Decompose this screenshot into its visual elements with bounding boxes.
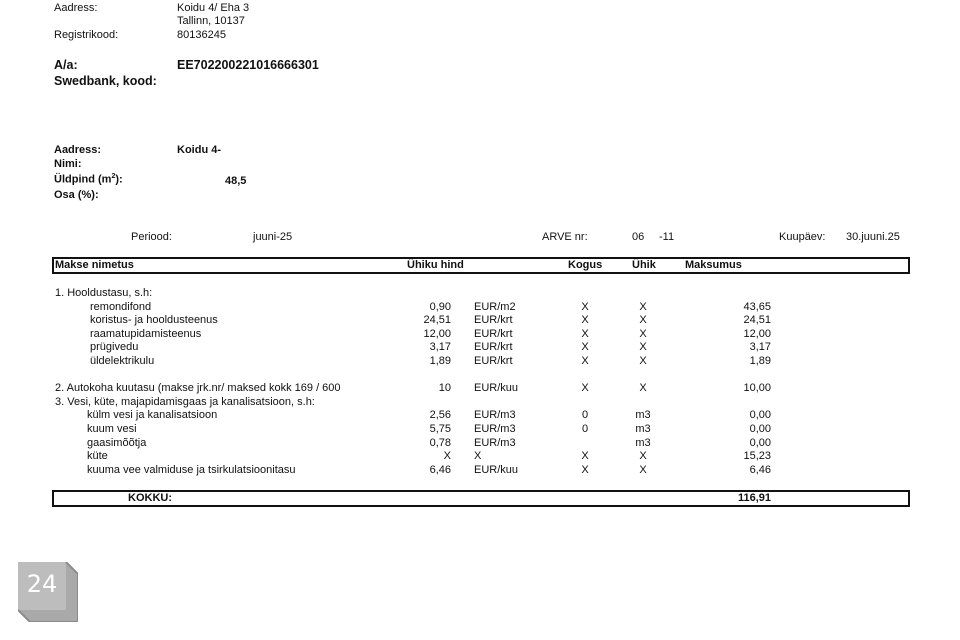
row-total: 12,00 xyxy=(743,327,771,340)
row-unit: X xyxy=(639,450,647,463)
row-price: 24,51 xyxy=(423,314,451,327)
regcode-label: Registrikood: xyxy=(54,29,119,41)
row-unit: X xyxy=(639,327,647,340)
row-unit: X xyxy=(639,300,647,313)
table-row xyxy=(0,382,960,396)
company-address-line1: Koidu 4/ Eha 3 xyxy=(177,2,250,14)
property-name-label: Nimi: xyxy=(54,158,82,170)
row-unit: m3 xyxy=(635,436,651,449)
row-total: 0,00 xyxy=(749,423,771,435)
row-qty: X xyxy=(581,450,589,463)
row-price: X xyxy=(443,450,451,463)
row-name: raamatupidamisteenus xyxy=(90,327,202,340)
row-total: 10,00 xyxy=(743,382,771,395)
header-price: Ühiku hind xyxy=(407,259,464,271)
table-row xyxy=(0,437,960,451)
row-total: 0,00 xyxy=(749,436,771,449)
row-total: 15,23 xyxy=(743,450,771,463)
row-total: 24,51 xyxy=(743,314,771,327)
row-price-unit: EUR/m3 xyxy=(474,409,516,422)
row-name: remondifond xyxy=(90,300,152,313)
company-address-label: Aadress: xyxy=(54,2,98,14)
row-name: 2. Autokoha kuutasu (makse jrk.nr/ maksed kokk 169 / 600 xyxy=(55,382,341,395)
period-label: Periood: xyxy=(131,231,172,243)
row-unit: X xyxy=(639,463,647,476)
row-name: üldelektrikulu xyxy=(90,355,155,367)
row-name: 3. Vesi, küte, majapidamisgaas ja kanalisatsioon, s.h: xyxy=(55,395,315,408)
row-name: koristus- ja hooldusteenus xyxy=(90,314,218,327)
row-qty: 0 xyxy=(581,409,589,422)
row-qty: X xyxy=(581,327,589,340)
row-price-unit: EUR/krt xyxy=(474,314,513,327)
account-label: A/a: xyxy=(54,58,78,72)
row-total: 43,65 xyxy=(743,300,771,313)
row-price: 10 xyxy=(438,382,451,395)
row-price-unit: EUR/m2 xyxy=(474,300,516,313)
row-qty: X xyxy=(581,382,589,395)
company-address-line2: Tallinn, 10137 xyxy=(177,15,245,27)
table-row xyxy=(0,328,960,342)
table-row xyxy=(0,464,960,478)
row-name: gaasimõõtja xyxy=(87,436,147,449)
total-label: KOKKU: xyxy=(128,492,172,504)
row-price: 12,00 xyxy=(423,327,451,340)
row-price: 6,46 xyxy=(429,463,451,476)
row-unit: X xyxy=(639,314,647,327)
header-name: Makse nimetus xyxy=(55,259,134,271)
badge-number: 24 xyxy=(26,570,58,598)
row-price-unit: EUR/krt xyxy=(474,327,513,340)
row-qty: X xyxy=(581,341,589,354)
table-row xyxy=(0,409,960,423)
row-qty: X xyxy=(581,355,589,367)
table-row xyxy=(0,287,960,301)
row-unit: m3 xyxy=(635,423,651,435)
header-underline xyxy=(606,257,627,258)
row-total: 1,89 xyxy=(749,355,771,367)
row-total: 0,00 xyxy=(749,409,771,422)
row-price: 0,78 xyxy=(429,436,451,449)
period-value: juuni-25 xyxy=(253,231,293,243)
row-price-unit: EUR/krt xyxy=(474,355,513,367)
regcode-value: 80136245 xyxy=(177,29,226,41)
page-badge xyxy=(18,562,78,622)
row-price-unit: EUR/kuu xyxy=(474,463,519,476)
invoice-number-b: -11 xyxy=(659,231,675,243)
row-price-unit: EUR/m3 xyxy=(474,436,516,449)
header-unit: Ühik xyxy=(632,259,656,271)
row-name: kuum vesi xyxy=(87,423,137,435)
row-price: 2,56 xyxy=(429,409,451,422)
row-name: küte xyxy=(87,450,108,463)
row-unit: X xyxy=(639,382,647,395)
row-price-unit: EUR/m3 xyxy=(474,423,516,435)
row-total: 6,46 xyxy=(749,463,771,476)
row-name: kuuma vee valmiduse ja tsirkulatsioonitasu xyxy=(87,463,296,476)
property-area-value: 48,5 xyxy=(225,175,247,187)
table-row xyxy=(0,369,960,383)
account-number: EE702200221016666301 xyxy=(177,58,319,72)
table-row xyxy=(0,314,960,328)
row-qty: X xyxy=(581,300,589,313)
row-price: 0,90 xyxy=(429,300,451,313)
row-qty: X xyxy=(581,463,589,476)
row-price-unit: EUR/krt xyxy=(474,341,513,354)
total-value: 116,91 xyxy=(737,492,771,504)
total-row xyxy=(52,490,910,507)
table-row xyxy=(0,301,960,315)
row-unit: X xyxy=(639,341,647,354)
row-price-unit: X xyxy=(474,450,482,463)
property-area-label: Üldpind $(m^2)$: xyxy=(54,173,123,186)
invoice-date-label: Kuupäev: xyxy=(779,231,826,243)
table-row xyxy=(0,341,960,355)
table-row xyxy=(0,355,960,369)
invoice-number-a: 06 xyxy=(632,231,645,243)
row-price: 1,89 xyxy=(429,355,451,367)
bank-label: Swedbank, kood: xyxy=(54,74,157,88)
row-qty: 0 xyxy=(581,423,589,435)
table-row xyxy=(0,423,960,437)
row-name: prügivedu xyxy=(90,341,139,354)
property-address: Koidu 4- xyxy=(177,144,221,156)
header-total: Maksumus xyxy=(685,259,742,271)
row-unit: X xyxy=(639,355,647,367)
invoice-date: 30.juuni.25 xyxy=(846,231,900,243)
table-row xyxy=(0,450,960,464)
row-qty: X xyxy=(581,314,589,327)
invoice-number-label: ARVE nr: xyxy=(542,231,588,243)
table-row xyxy=(0,396,960,410)
row-total: 3,17 xyxy=(749,341,771,354)
row-price: 5,75 xyxy=(429,423,451,435)
header-qty: Kogus xyxy=(568,259,603,271)
row-price-unit: EUR/kuu xyxy=(474,382,519,395)
row-name: külm vesi ja kanalisatsioon xyxy=(87,409,218,422)
property-address-label: Aadress: xyxy=(54,144,102,156)
row-unit: m3 xyxy=(635,409,651,422)
row-price: 3,17 xyxy=(429,341,451,354)
property-share-label: Osa (%): xyxy=(54,189,99,201)
table-header xyxy=(52,257,910,274)
row-name: 1. Hooldustasu, s.h: xyxy=(55,287,153,299)
